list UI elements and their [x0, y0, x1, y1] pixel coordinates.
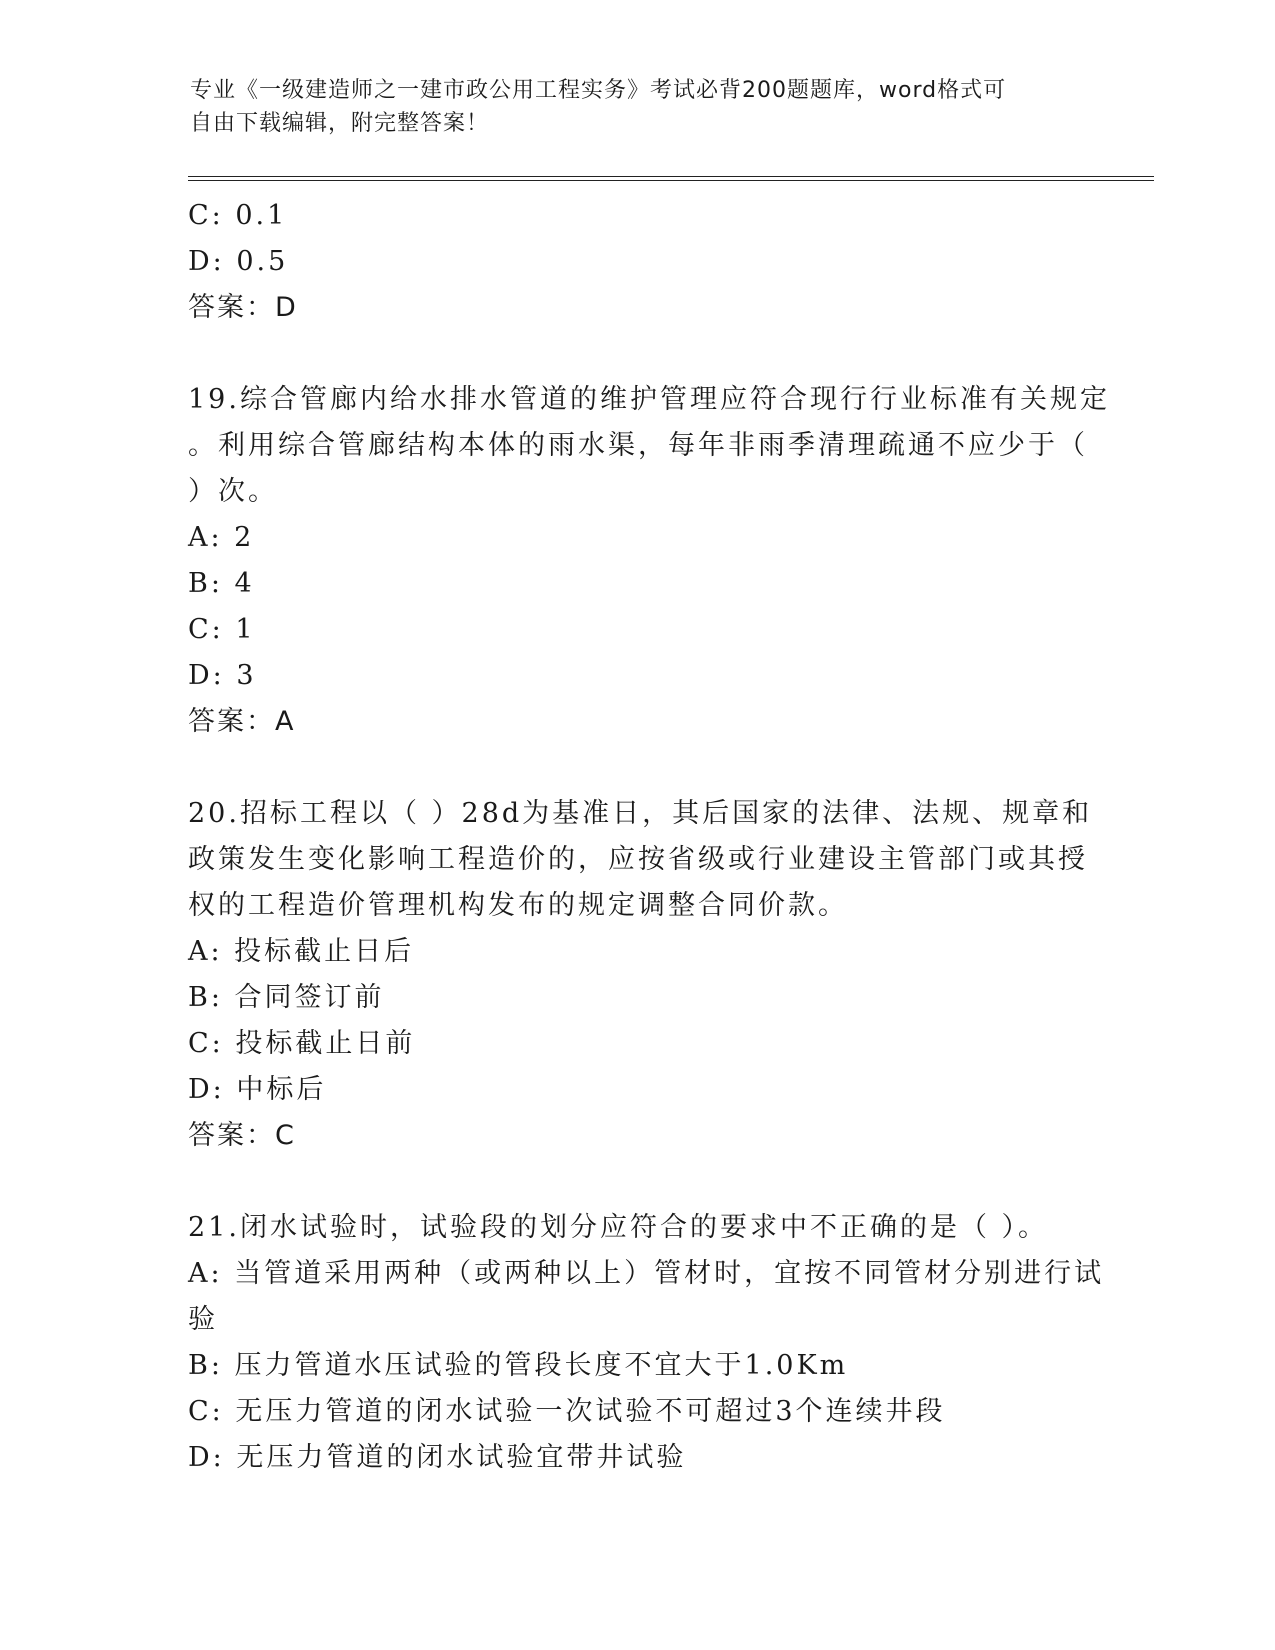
- answer: 答案：A: [188, 706, 296, 737]
- question-19: [188, 377, 1110, 745]
- spacer: [188, 331, 1088, 377]
- option-d: D: 0.5: [188, 246, 289, 277]
- option-a-continued: 验: [188, 1304, 218, 1335]
- question-stem-line: 权的工程造价管理机构发布的规定调整合同价款。: [188, 890, 848, 921]
- option-b: B: 压力管道水压试验的管段长度不宜大于1.0Km: [188, 1350, 849, 1381]
- question-stem-line: ）次。: [188, 476, 278, 507]
- option-b: B: 4: [188, 568, 255, 599]
- question-list: [188, 193, 1110, 1481]
- option-c: C: 1: [188, 614, 256, 645]
- question-stem-line: 19.综合管廊内给水排水管道的维护管理应符合现行行业标准有关规定: [188, 384, 1110, 415]
- header-divider-bottom: [188, 180, 1154, 181]
- question-stem-line: 20.招标工程以（ ）28d为基准日，其后国家的法律、法规、规章和: [188, 798, 1093, 829]
- option-a: A: 投标截止日后: [188, 936, 415, 967]
- question-20: [188, 791, 1093, 1159]
- option-d: D: 无压力管道的闭水试验宜带井试验: [188, 1442, 687, 1473]
- header-line-1: 专业《一级建造师之一建市政公用工程实务》考试必背200题题库，word格式可: [190, 78, 1007, 103]
- spacer: [188, 745, 1088, 791]
- question-stem-line: 21.闭水试验时，试验段的划分应符合的要求中不正确的是（ ）。: [188, 1212, 1049, 1243]
- answer: 答案：C: [188, 1120, 296, 1151]
- option-c: C: 0.1: [188, 200, 288, 231]
- option-c: C: 无压力管道的闭水试验一次试验不可超过3个连续井段: [188, 1396, 946, 1427]
- option-d: D: 中标后: [188, 1074, 327, 1105]
- question-21: [188, 1205, 1105, 1481]
- question-stem-line: 。利用综合管廊结构本体的雨水渠，每年非雨季清理疏通不应少于（: [188, 430, 1088, 461]
- option-a: A: 2: [188, 522, 255, 553]
- answer: 答案：D: [188, 292, 298, 323]
- option-d: D: 3: [188, 660, 257, 691]
- spacer: [188, 1159, 1088, 1205]
- header-divider-top: [188, 176, 1154, 177]
- option-a: A: 当管道采用两种（或两种以上）管材时，宜按不同管材分别进行试: [188, 1258, 1105, 1289]
- question-18-tail: [188, 193, 1088, 331]
- option-b: B: 合同签订前: [188, 982, 385, 1013]
- question-stem-line: 政策发生变化影响工程造价的，应按省级或行业建设主管部门或其授: [188, 844, 1088, 875]
- document-header: [190, 74, 1070, 140]
- header-line-2: 自由下载编辑，附完整答案！: [190, 111, 490, 136]
- option-c: C: 投标截止日前: [188, 1028, 416, 1059]
